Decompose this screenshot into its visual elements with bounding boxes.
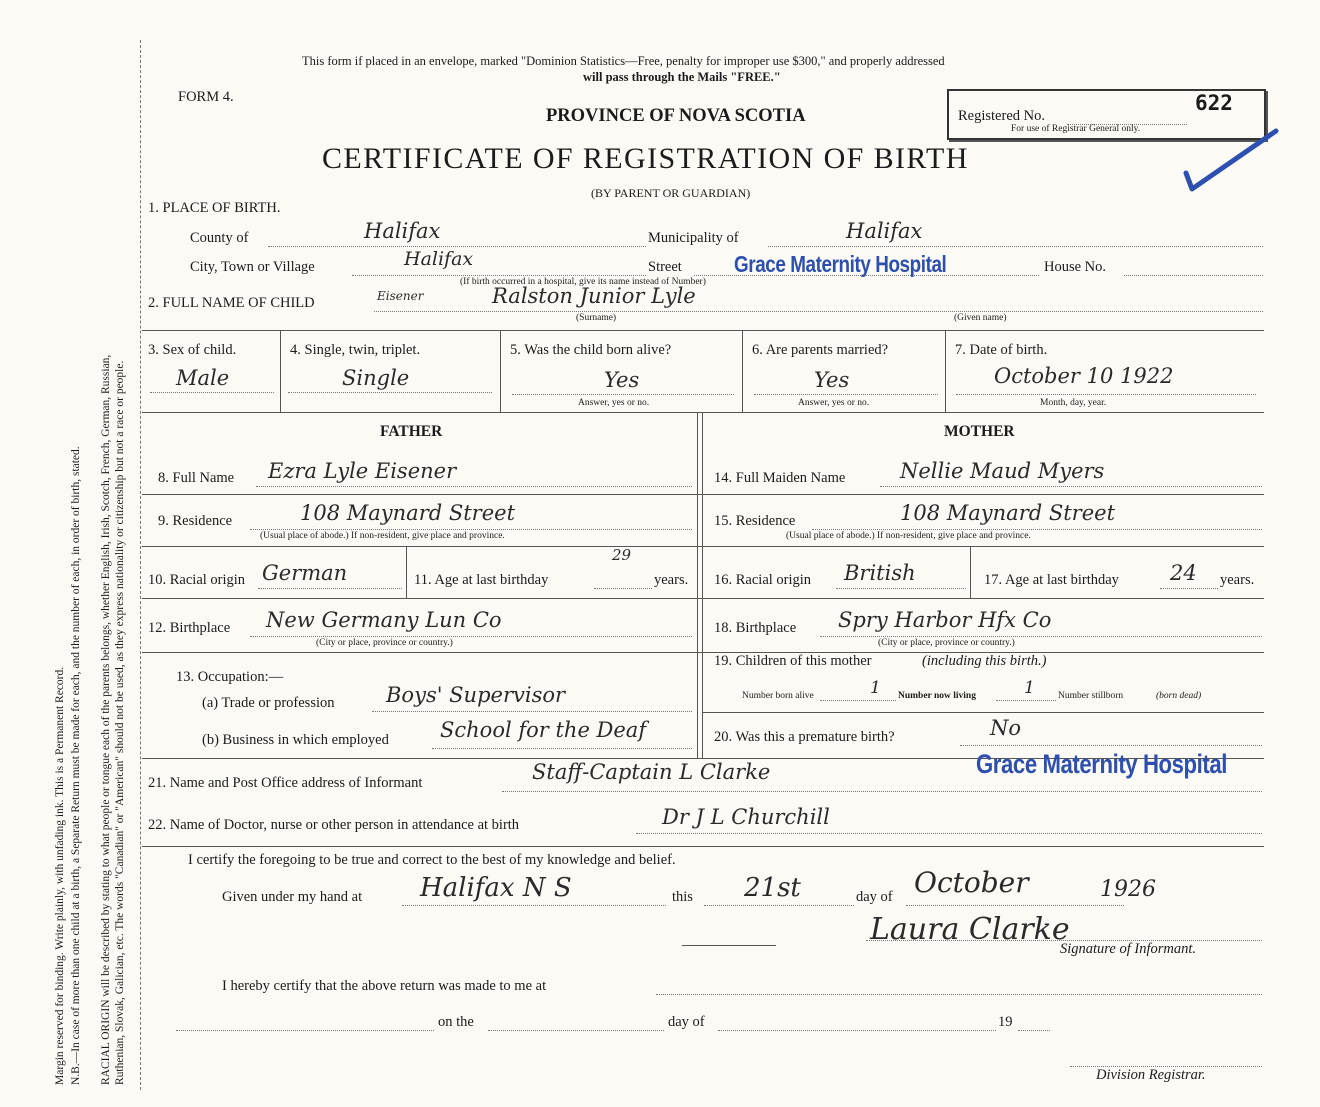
father-heading: FATHER xyxy=(380,423,443,440)
married-value: Yes xyxy=(814,368,850,392)
born-alive-label: Number born alive xyxy=(742,691,814,701)
father-racial-label: 10. Racial origin xyxy=(148,572,246,588)
city-label: City, Town or Village xyxy=(190,259,315,275)
county-label: County of xyxy=(190,230,249,246)
mail-notice: This form if placed in an envelope, marked "Dominion Statistics—Free, penalty for improper use $300," and properly addressed xyxy=(302,54,945,68)
premature-value: No xyxy=(990,716,1022,740)
father-name-value: Ezra Lyle Eisener xyxy=(268,459,457,483)
occupation-label: 13. Occupation:— xyxy=(176,669,284,685)
trade-label: (a) Trade or profession xyxy=(202,695,335,711)
mother-heading: MOTHER xyxy=(944,423,1015,440)
stillborn-note: (born dead) xyxy=(1156,691,1202,701)
given-caption: (Given name) xyxy=(954,313,1007,323)
premature-label: 20. Was this a premature birth? xyxy=(714,729,895,745)
alive-caption: Answer, yes or no. xyxy=(578,398,650,408)
signature-caption: Signature of Informant. xyxy=(1060,941,1197,957)
house-label: House No. xyxy=(1044,259,1107,275)
father-birthplace-label: 12. Birthplace xyxy=(148,620,231,636)
mother-name-label: 14. Full Maiden Name xyxy=(714,470,846,486)
living-label: Number now living xyxy=(898,691,976,701)
married-label: 6. Are parents married? xyxy=(752,342,889,358)
province-heading: PROVINCE OF NOVA SCOTIA xyxy=(546,106,806,126)
given-month-value: October xyxy=(914,866,1029,899)
certificate-subtitle: (BY PARENT OR GUARDIAN) xyxy=(591,186,751,200)
surname-caption: (Surname) xyxy=(576,313,617,323)
informant-signature: Laura Clarke xyxy=(870,912,1070,947)
father-birthplace-caption: (City or place, province or country.) xyxy=(316,638,453,648)
father-birthplace-value: New Germany Lun Co xyxy=(266,608,502,632)
sex-value: Male xyxy=(176,366,230,390)
father-racial-value: German xyxy=(262,561,348,585)
day-of-label: day of xyxy=(856,889,893,905)
given-place-value: Halifax N S xyxy=(420,873,572,903)
mother-age-value: 24 xyxy=(1170,561,1197,585)
trade-value: Boys' Supervisor xyxy=(386,683,566,707)
certify-statement: I certify the foregoing to be true and correct to the best of my knowledge and belief. xyxy=(188,852,676,868)
this-label: this xyxy=(672,889,693,905)
dob-label: 7. Date of birth. xyxy=(955,342,1048,358)
registrar-note: For use of Registrar General only. xyxy=(1011,124,1141,134)
given-under-label: Given under my hand at xyxy=(222,889,363,905)
county-value: Halifax xyxy=(364,219,441,243)
return-statement: I hereby certify that the above return was made to me at xyxy=(222,978,547,994)
hospital-note: (If birth occurred in a hospital, give its name instead of Number) xyxy=(460,277,706,287)
father-age-label: 11. Age at last birthday xyxy=(414,572,549,588)
child-name-label: 2. FULL NAME OF CHILD xyxy=(148,295,315,311)
father-age-unit: years. xyxy=(654,572,689,588)
sex-label: 3. Sex of child. xyxy=(148,342,237,358)
form-number: FORM 4. xyxy=(178,89,234,105)
registered-label: Registered No. xyxy=(958,108,1045,124)
business-label: (b) Business in which employed xyxy=(202,732,389,748)
plurality-label: 4. Single, twin, triplet. xyxy=(290,342,421,358)
street-label: Street xyxy=(648,259,682,275)
given-day-value: 21st xyxy=(744,873,801,903)
mother-birthplace-label: 18. Birthplace xyxy=(714,620,797,636)
father-age-value: 29 xyxy=(612,546,632,564)
dob-caption: Month, day, year. xyxy=(1040,398,1107,408)
children-note: (including this birth.) xyxy=(922,653,1047,669)
mother-name-value: Nellie Maud Myers xyxy=(900,459,1105,483)
mother-residence-caption: (Usual place of abode.) If non-resident, give place and province. xyxy=(786,531,1031,541)
alive-label: 5. Was the child born alive? xyxy=(510,342,672,358)
mother-residence-value: 108 Maynard Street xyxy=(900,501,1116,525)
on-the-label: on the xyxy=(438,1014,474,1030)
business-value: School for the Deaf xyxy=(440,718,647,742)
mother-birthplace-value: Spry Harbor Hfx Co xyxy=(838,608,1052,632)
married-caption: Answer, yes or no. xyxy=(798,398,870,408)
mother-birthplace-caption: (City or place, province or country.) xyxy=(878,638,1015,648)
informant-value: Staff-Captain L Clarke xyxy=(532,760,771,784)
mother-residence-label: 15. Residence xyxy=(714,513,796,529)
children-label: 19. Children of this mother xyxy=(714,653,872,669)
city-value: Halifax xyxy=(404,248,474,270)
informant-label: 21. Name and Post Office address of Informant xyxy=(148,775,423,791)
municipality-label: Municipality of xyxy=(648,230,739,246)
mother-age-unit: years. xyxy=(1220,572,1255,588)
plurality-value: Single xyxy=(342,366,410,390)
mother-racial-label: 16. Racial origin xyxy=(714,572,812,588)
doctor-label: 22. Name of Doctor, nurse or other person in attendance at birth xyxy=(148,817,520,833)
margin-note-1: Margin reserved for binding. Write plainly, with unfading ink. This is a Permanent Record. xyxy=(54,666,66,1085)
child-given-value: Ralston Junior Lyle xyxy=(492,284,696,308)
father-residence-label: 9. Residence xyxy=(158,513,233,529)
father-name-label: 8. Full Name xyxy=(158,470,235,486)
check-mark-icon xyxy=(1178,125,1283,195)
father-residence-caption: (Usual place of abode.) If non-resident, give place and province. xyxy=(260,531,505,541)
margin-note-4: Ruthenian, Slovak, Galician, etc. The words "Canadian" or "American" should not be used, as they express nationality or citizenship but not a race or people. xyxy=(114,360,126,1085)
binding-margin-line xyxy=(140,40,141,1090)
certificate-title: CERTIFICATE OF REGISTRATION OF BIRTH xyxy=(322,142,969,175)
father-residence-value: 108 Maynard Street xyxy=(300,501,516,525)
place-of-birth-label: 1. PLACE OF BIRTH. xyxy=(148,200,281,216)
margin-note-3: RACIAL ORIGIN will be described by stating to what people or tongue each of the parents belongs, whether English, Irish, Scotch, French, German, Russian, xyxy=(100,354,112,1085)
municipality-value: Halifax xyxy=(846,219,923,243)
day-of-label-2: day of xyxy=(668,1014,705,1030)
stillborn-label: Number stillborn xyxy=(1058,691,1124,701)
mother-age-label: 17. Age at last birthday xyxy=(984,572,1119,588)
child-surname-value: Eisener xyxy=(377,289,424,303)
mother-racial-value: British xyxy=(844,561,916,585)
year-prefix: 19 xyxy=(998,1014,1013,1030)
informant-hospital-stamp: Grace Maternity Hospital xyxy=(976,749,1227,779)
given-year-value: 1926 xyxy=(1100,877,1156,902)
registered-number: 622 xyxy=(1195,91,1233,115)
living-value: 1 xyxy=(1024,678,1035,698)
margin-note-2: N.B.—In case of more than one child at a birth, a Separate Return must be made for each, and the number of each, in order of birth, stated. xyxy=(70,446,82,1085)
dob-value: October 10 1922 xyxy=(994,364,1174,388)
doctor-value: Dr J L Churchill xyxy=(662,805,830,829)
born-alive-value: 1 xyxy=(870,678,881,698)
division-registrar-caption: Division Registrar. xyxy=(1096,1067,1206,1083)
street-hospital-stamp: Grace Maternity Hospital xyxy=(734,251,947,277)
mail-notice-2: will pass through the Mails "FREE." xyxy=(583,70,781,84)
alive-value: Yes xyxy=(604,368,640,392)
